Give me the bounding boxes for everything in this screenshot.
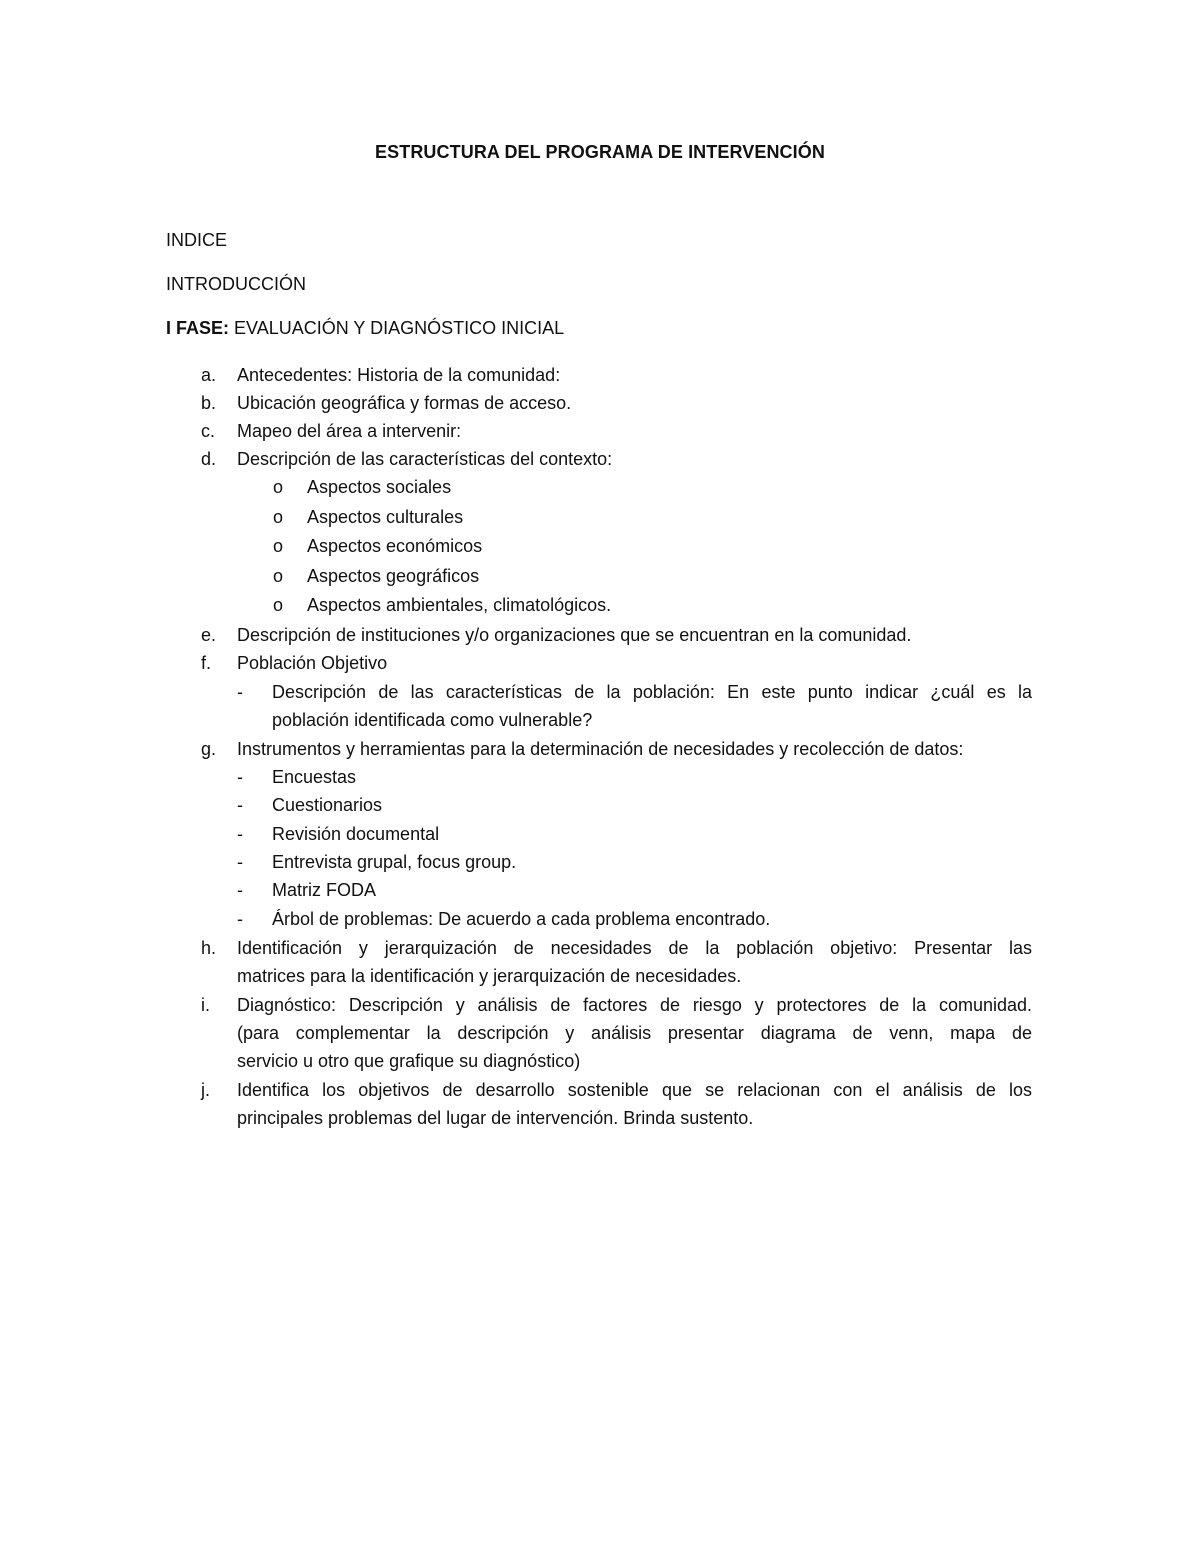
- sub-item: [166, 848, 1036, 876]
- list-item-text: Instrumentos y herramientas para la determinación de necesidades y recolección de datos:: [237, 739, 964, 759]
- list-item-d: [166, 445, 1036, 473]
- list-item-text: (para complementar la descripción y análisis presentar diagrama de venn, mapa de: [237, 1023, 1032, 1043]
- fase-title: EVALUACIÓN Y DIAGNÓSTICO INICIAL: [229, 318, 565, 338]
- sub-item-text: Aspectos culturales: [307, 507, 464, 527]
- list-item-h: [166, 934, 1036, 962]
- sub-item: [166, 876, 1036, 904]
- list-item-text: Descripción de instituciones y/o organizaciones que se encuentran en la comunidad.: [237, 625, 912, 645]
- sub-item: [166, 532, 1036, 560]
- list-item-text: Población Objetivo: [237, 653, 388, 673]
- sub-item: [166, 503, 1036, 531]
- bullet-marker: o: [273, 595, 284, 615]
- list-marker: f.: [201, 653, 212, 673]
- bullet-marker: o: [273, 536, 284, 556]
- bullet-marker: o: [273, 507, 284, 527]
- sub-item-text: Matriz FODA: [272, 880, 377, 900]
- sub-item-continuation: [166, 706, 1036, 734]
- list-marker: j.: [201, 1080, 210, 1100]
- sub-item: [166, 905, 1036, 933]
- sub-item: [166, 562, 1036, 590]
- dash-marker: -: [237, 767, 243, 787]
- list-marker: c.: [201, 421, 216, 441]
- sub-item-text: Aspectos ambientales, climatológicos.: [307, 595, 612, 615]
- sub-item-text: población identificada como vulnerable?: [272, 710, 593, 730]
- list-marker: e.: [201, 625, 217, 645]
- sub-item-text: Aspectos económicos: [307, 536, 483, 556]
- list-item-text: Antecedentes: Historia de la comunidad:: [237, 365, 561, 385]
- list-item-j: [166, 1076, 1036, 1104]
- dash-marker: -: [237, 824, 243, 844]
- fase-label: I FASE:: [166, 318, 230, 338]
- heading-introduccion: INTRODUCCIÓN: [166, 274, 306, 294]
- list-item-text: Identificación y jerarquización de necesidades de la población objetivo: Presentar las: [237, 938, 1032, 958]
- sub-item-text: Entrevista grupal, focus group.: [272, 852, 517, 872]
- sub-item: [166, 473, 1036, 501]
- list-item-continuation: [166, 1104, 1036, 1132]
- dash-marker: -: [237, 795, 243, 815]
- dash-marker: -: [237, 682, 243, 702]
- list-item-continuation: [166, 962, 1036, 990]
- bullet-marker: o: [273, 566, 284, 586]
- dash-marker: -: [237, 880, 243, 900]
- bullet-marker: o: [273, 477, 284, 497]
- list-item-text: Identifica los objetivos de desarrollo sostenible que se relacionan con el análisis de los: [237, 1080, 1032, 1100]
- list-item-e: [166, 621, 1036, 649]
- dash-marker: -: [237, 852, 243, 872]
- list-item-continuation: [166, 1047, 1036, 1075]
- list-item-continuation: [166, 1019, 1036, 1047]
- sub-item: [166, 591, 1036, 619]
- sub-item: [166, 763, 1036, 791]
- list-item-text: Ubicación geográfica y formas de acceso.: [237, 393, 572, 413]
- list-item-text: principales problemas del lugar de intervención. Brinda sustento.: [237, 1108, 754, 1128]
- sub-item: [166, 791, 1036, 819]
- list-item-text: Descripción de las características del contexto:: [237, 449, 613, 469]
- list-marker: a.: [201, 365, 217, 385]
- list-item-text: Mapeo del área a intervenir:: [237, 421, 462, 441]
- list-item-a: [166, 361, 1036, 389]
- list-marker: h.: [201, 938, 217, 958]
- sub-item-text: Revisión documental: [272, 824, 440, 844]
- sub-item-text: Encuestas: [272, 767, 357, 787]
- sub-item: [166, 820, 1036, 848]
- list-item-c: [166, 417, 1036, 445]
- sub-item-text: Aspectos geográficos: [307, 566, 480, 586]
- list-marker: g.: [201, 739, 217, 759]
- heading-fase: [166, 318, 564, 339]
- list-item-b: [166, 389, 1036, 417]
- heading-indice: INDICE: [166, 230, 228, 250]
- list-item-text: matrices para la identificación y jerarquización de necesidades.: [237, 966, 742, 986]
- sub-item: [166, 678, 1036, 706]
- document-title: ESTRUCTURA DEL PROGRAMA DE INTERVENCIÓN: [375, 142, 825, 162]
- list-marker: d.: [201, 449, 217, 469]
- list-item-text: Diagnóstico: Descripción y análisis de factores de riesgo y protectores de la comunidad.: [237, 995, 1032, 1015]
- list-marker: b.: [201, 393, 217, 413]
- list-item-i: [166, 991, 1036, 1019]
- list-item-g: [166, 735, 1036, 763]
- list-marker: i.: [201, 995, 210, 1015]
- list-item-text: servicio u otro que grafique su diagnóstico): [237, 1051, 581, 1071]
- sub-item-text: Aspectos sociales: [307, 477, 452, 497]
- sub-item-text: Cuestionarios: [272, 795, 383, 815]
- sub-item-text: Árbol de problemas: De acuerdo a cada problema encontrado.: [272, 909, 771, 929]
- dash-marker: -: [237, 909, 243, 929]
- list-item-f: [166, 649, 1036, 677]
- sub-item-text: Descripción de las características de la población: En este punto indicar ¿cuál es la: [272, 682, 1032, 702]
